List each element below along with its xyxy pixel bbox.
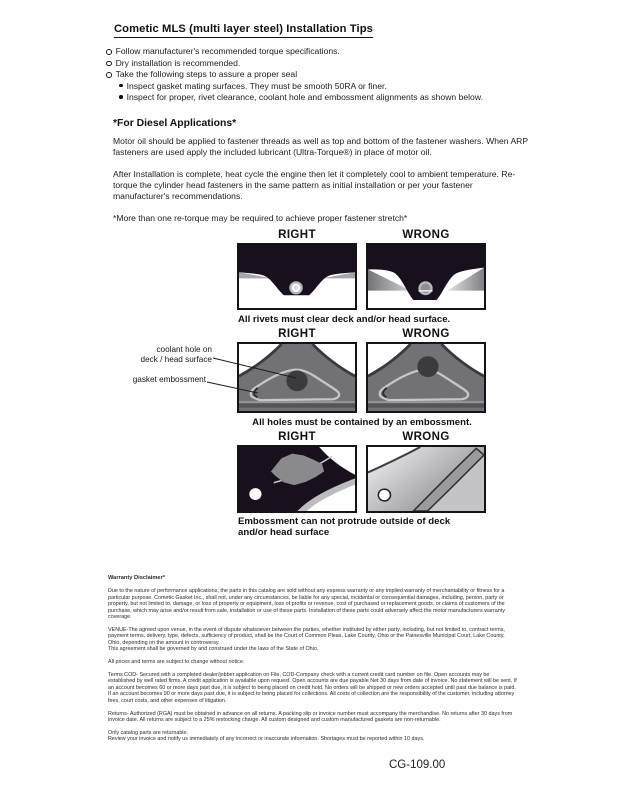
rivet-wrong-illustration xyxy=(366,243,486,310)
tip-text: Follow manufacturer's recommended torque specifications. xyxy=(115,46,340,56)
wrong-label: WRONG xyxy=(402,431,450,443)
tips-list xyxy=(106,46,530,81)
list-item xyxy=(119,92,530,104)
sub-tips-list xyxy=(119,81,530,104)
protrusion-wrong-illustration xyxy=(366,445,486,513)
page-code: CG-109.00 xyxy=(389,759,446,771)
venue-paragraph: VENUE-The agreed upon venue, in the event of dispute whatsoever between the parties, whether instituted by either party, including, but not limited to, contract terms, payment terms, delivery, type, defects, sufficiency of product, shall be the Court of Common Pleas, Lake County, Ohio or the Painesville Municipal Court, Lake County, Ohio, depending on the amount in controversy. xyxy=(108,626,505,646)
governing-law-line: This agreement shall be governed by and construed under the laws of the State of Ohio. xyxy=(108,646,319,653)
holes-right-illustration xyxy=(237,342,357,413)
prices-line: All prices and terms are subject to change without notice. xyxy=(108,659,245,666)
list-item xyxy=(119,81,530,93)
wrong-label: WRONG xyxy=(402,229,450,241)
rivet-wrong-figure xyxy=(366,229,486,310)
warranty-disclaimer-heading: Warranty Disclaimer* xyxy=(108,575,166,581)
legal-section xyxy=(108,575,518,749)
holes-wrong-illustration xyxy=(366,342,486,413)
gasket-embossment-annotation: gasket embossment xyxy=(132,375,206,384)
terms-paragraph: Terms COD- Secured with a completed dealer/jobber application on File, COD-Company check with a current credit card number on file. Open accounts may be established by well rated firms. A credit application is available upon request. Open accounts are due payable Net 30 days from date of invoice. No statement will be sent. If an account becomes 60 or more days past due, it is subject to being placed on credit hold. No orders will be shipped or new orders accepted until past due balance is paid. If an account becomes 90 or more days past due, it is subject to being placed for collections. All costs of collection are the responsibility of the customer, including attorney fees, court costs, and other expenses of litigation. xyxy=(108,671,517,704)
caption-line: Embossment can not protrude outside of deck xyxy=(238,516,451,527)
embossment-caption xyxy=(238,516,450,538)
warranty-paragraph: Due to the nature of performance applications, the parts in this catalog are sold without any express warranty or any implied warranty of merchantability or fitness for a particular purpose. Cometic Gasket Inc., shall not, under any circumstances, be liable for any special, incidental or consequential damages, including, person, party or property, but not limited to, damage, or loss of property or equipment, loss of profits or revenue, cost of purchased or replacement goods, or claims of customers of the purchase, which may arise and/or result from sale, installation or use of these parts. Installation of these parts could adversely affect the motor manufacturers warranty coverage. xyxy=(108,588,505,621)
open-bullet-icon xyxy=(106,61,112,67)
open-bullet-icon xyxy=(106,49,112,55)
list-item xyxy=(106,58,530,70)
retorque-note: *More than one re-torque may be required to achieve proper fastener stretch* xyxy=(113,212,408,223)
list-item xyxy=(106,46,530,58)
coolant-hole-annotation xyxy=(110,345,212,364)
installation-tips-section xyxy=(106,24,530,224)
catalog-parts-line: Only catalog parts are returnable. xyxy=(108,729,189,736)
tip-text: Inspect gasket mating surfaces. They must be smooth 50RA or finer. xyxy=(126,80,387,91)
right-label: RIGHT xyxy=(278,431,316,443)
tip-text: Take the following steps to assure a proper seal xyxy=(115,69,298,79)
rivet-right-illustration xyxy=(237,243,357,310)
protrusion-right-figure xyxy=(237,431,357,513)
annotation-line: deck / head surface xyxy=(140,354,212,364)
diesel-paragraph-1: Motor oil should be applied to fastener threads as well as top and bottom of the fastener washers. When ARP fasteners are used apply the included lubricant (Ultra-Torque®) in place of motor oil. xyxy=(113,135,528,157)
diesel-paragraph-2: After Installation is complete, heat cycle the engine then let it completely cool to ambient temperature. Re-torque the cylinder head fasteners in the same pattern as initial installation or per your fastener manufacturer's recommendations. xyxy=(113,168,516,201)
list-item xyxy=(106,69,530,81)
solid-bullet-icon xyxy=(119,84,123,88)
tip-text: Inspect for proper, rivet clearance, coolant hole and embossment alignments as shown below. xyxy=(126,92,483,102)
review-invoice-line: Review your invoice and notify us immediately of any incorrect or inaccurate information. Shortages must be reported within 10 days. xyxy=(108,736,425,743)
annotation-line: coolant hole on xyxy=(156,345,212,354)
returns-paragraph: Returns- Authorized (RGA) must be obtained in advance on all returns. A packing slip or invoice number must accompany the merchandise. No returns after 30 days from invoice date. All returns are subject to a 25% restocking charge. All custom designed and custom manufactured gaskets are non-returnable. xyxy=(108,710,513,723)
holes-caption: All holes must be contained by an embossment. xyxy=(252,417,472,428)
protrusion-right-illustration xyxy=(237,445,357,513)
right-label: RIGHT xyxy=(278,328,316,340)
caption-line: and/or head surface xyxy=(238,527,330,538)
open-bullet-icon xyxy=(106,72,112,78)
holes-right-figure xyxy=(237,328,357,413)
protrusion-wrong-figure xyxy=(366,431,486,513)
page-title: Cometic MLS (multi layer steel) Installation Tips xyxy=(114,24,373,38)
wrong-label: WRONG xyxy=(402,328,450,340)
rivets-caption: All rivets must clear deck and/or head surface. xyxy=(238,314,451,325)
tip-text: Dry installation is recommended. xyxy=(115,57,241,68)
holes-wrong-figure xyxy=(366,328,486,413)
solid-bullet-icon xyxy=(119,95,123,99)
diesel-applications-heading: *For Diesel Applications* xyxy=(113,117,237,129)
rivet-right-figure xyxy=(237,229,357,310)
right-label: RIGHT xyxy=(278,229,316,241)
